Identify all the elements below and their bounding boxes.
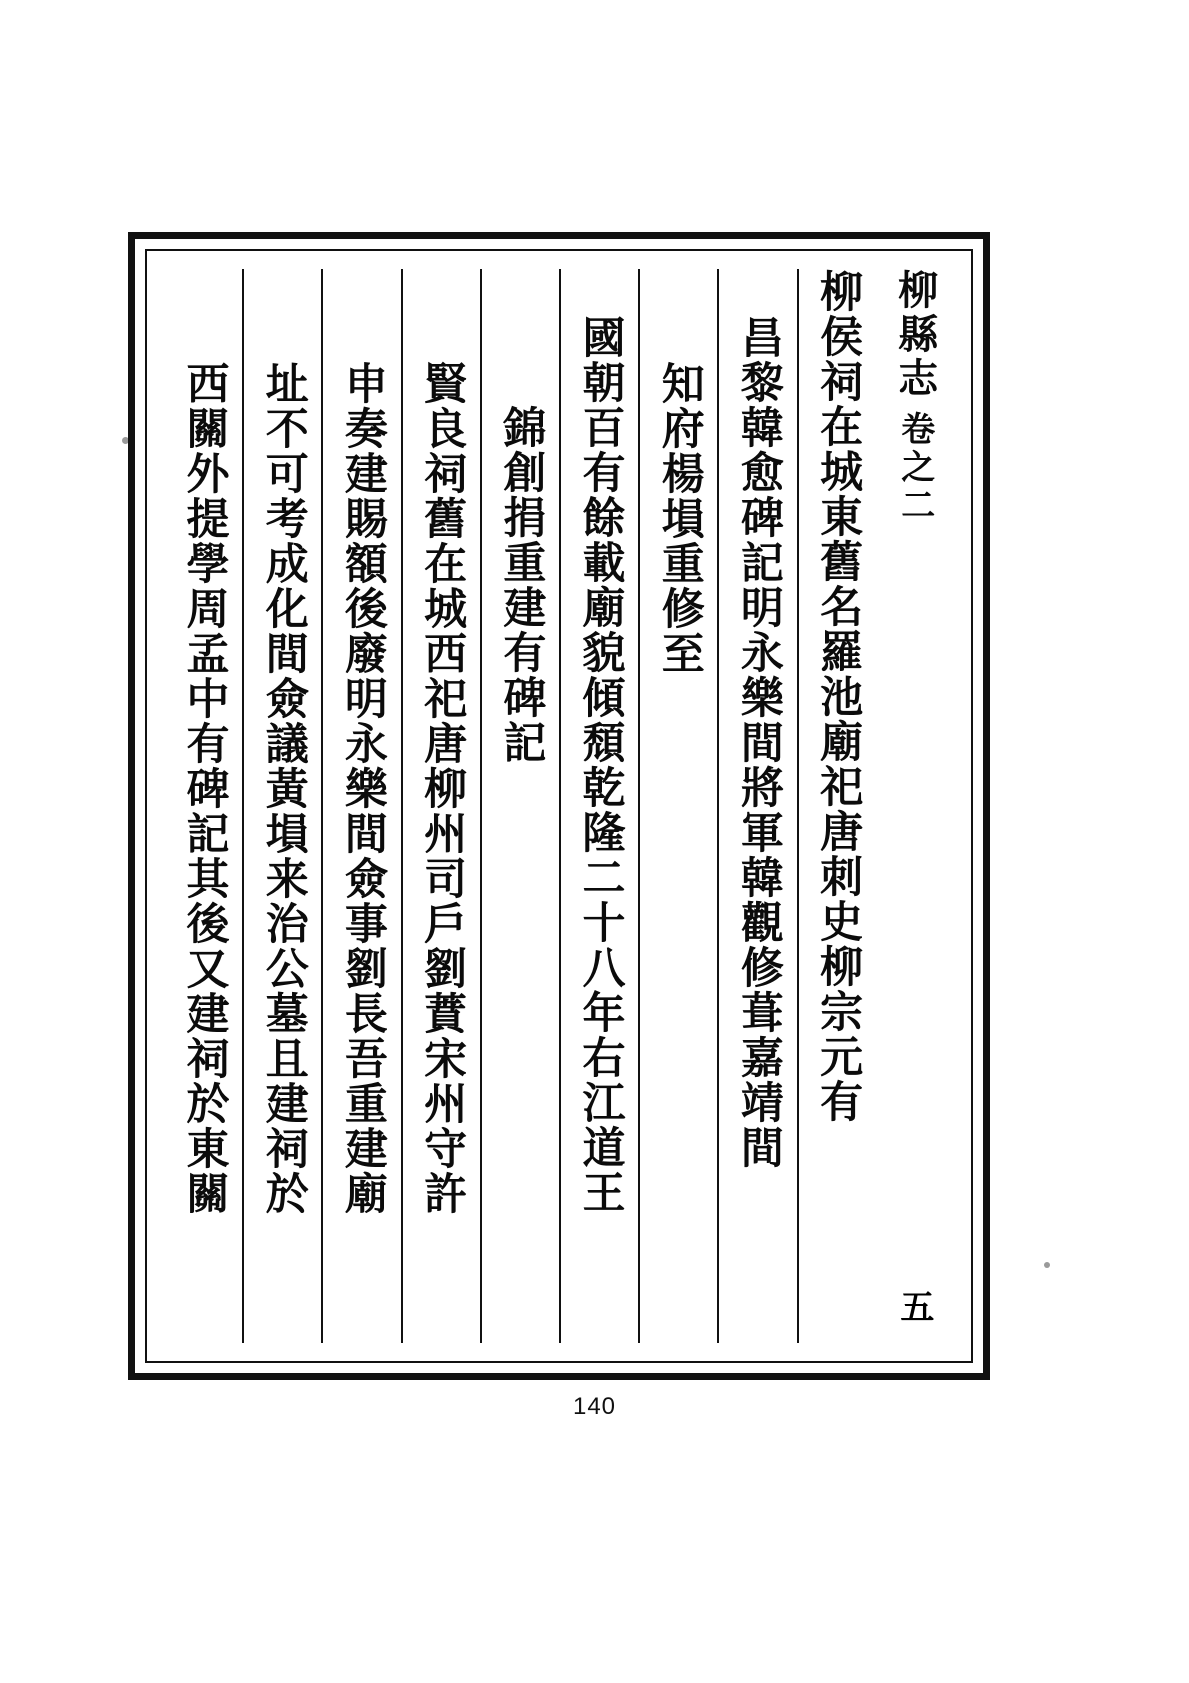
- vertical-text-columns: [165, 269, 953, 1343]
- text-column-4: [559, 269, 638, 1343]
- column-text: 國朝百有餘載廟貌傾頹乾隆二十八年右江道王: [575, 315, 626, 1215]
- column-text: 昌黎韓愈碑記明永樂間將軍韓觀修葺嘉靖間: [733, 315, 784, 1170]
- text-column-8: [242, 269, 321, 1343]
- text-column-2: [717, 269, 796, 1343]
- scan-speck: [1044, 1262, 1050, 1268]
- column-header: [876, 269, 953, 1343]
- text-column-5: [480, 269, 559, 1343]
- column-text: 申奏建賜額後廢明永樂間僉事劉長吾重建廟: [337, 361, 388, 1216]
- volume-label: 卷之二: [894, 411, 935, 525]
- text-block-frame: [128, 232, 990, 1380]
- column-text: 錦創捐重建有碑記: [496, 405, 547, 765]
- text-column-1: [797, 269, 876, 1343]
- page-number: 140: [572, 1393, 617, 1420]
- text-column-7: [321, 269, 400, 1343]
- text-column-3: [638, 269, 717, 1343]
- text-block-inner-rule: [145, 249, 973, 1363]
- column-text: 址不可考成化間僉議黃塤来治公墓且建祠於: [258, 361, 309, 1216]
- banner-title: 柳縣志: [891, 269, 939, 401]
- column-text: 柳侯祠在城東舊名羅池廟祀唐刺史柳宗元有: [813, 269, 864, 1124]
- text-column-9: [165, 269, 242, 1343]
- column-text: 賢良祠舊在城西祀唐柳州司戶劉蕡宋州守許: [417, 361, 468, 1216]
- column-text: 西關外提學周孟中有碑記其後又建祠於東關: [179, 361, 230, 1216]
- header-stack: [890, 269, 939, 1343]
- folio-mark: 五: [893, 1289, 934, 1325]
- column-text: 知府楊塤重修至: [654, 361, 705, 676]
- text-column-6: [401, 269, 480, 1343]
